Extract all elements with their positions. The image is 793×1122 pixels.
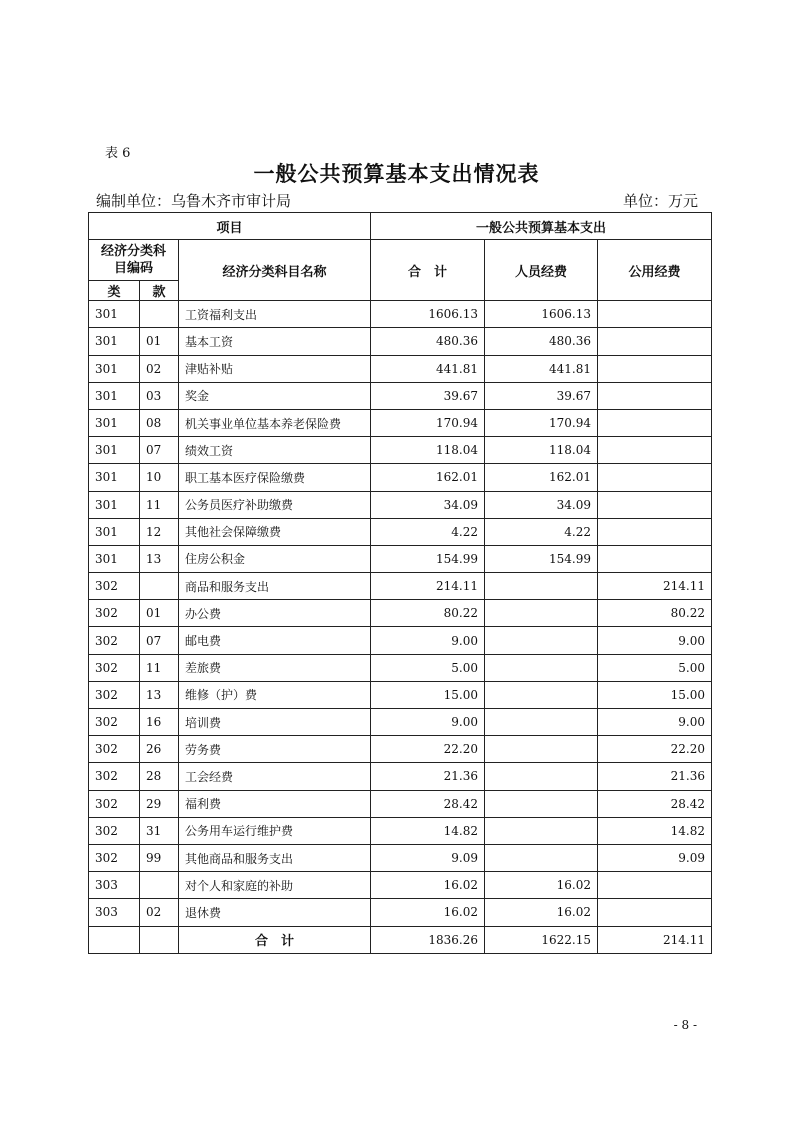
cell-total: 154.99 [371,545,485,572]
table-row [89,573,712,600]
cell-item-code: 02 [140,899,179,926]
cell-public [598,382,712,409]
cell-public: 28.42 [598,790,712,817]
cell-total: 4.22 [371,518,485,545]
table-row [89,491,712,518]
cell-item-code: 02 [140,355,179,382]
table-row [89,355,712,382]
table-row [89,899,712,926]
page-title: 一般公共预算基本支出情况表 [253,162,540,186]
cell-item-code: 26 [140,736,179,763]
table-row [89,736,712,763]
cell-class-code: 302 [89,654,140,681]
cell-personnel [485,654,598,681]
cell-personnel: 16.02 [485,872,598,899]
cell-public [598,545,712,572]
cell-public: 22.20 [598,736,712,763]
cell-class-code: 302 [89,790,140,817]
cell-total: 16.02 [371,899,485,926]
cell-class-code: 301 [89,409,140,436]
cell-total: 15.00 [371,681,485,708]
cell-item-code: 28 [140,763,179,790]
cell-item-code: 11 [140,654,179,681]
cell-public [598,328,712,355]
cell-public [598,355,712,382]
cell-personnel [485,844,598,871]
cell-item-name: 工会经费 [179,763,371,790]
cell-class-code: 301 [89,545,140,572]
cell-class-code: 301 [89,464,140,491]
cell-total: 118.04 [371,437,485,464]
cell-class-code: 302 [89,681,140,708]
cell-item-code: 99 [140,844,179,871]
cell-class-code: 301 [89,328,140,355]
cell-item-name: 绩效工资 [179,437,371,464]
page-number: - 8 - [673,1018,697,1032]
header-class: 类 [89,281,140,301]
cell-personnel [485,709,598,736]
cell-item-code: 01 [140,600,179,627]
cell-class-code: 302 [89,627,140,654]
cell-total: 9.09 [371,844,485,871]
cell-public [598,437,712,464]
cell-personnel: 4.22 [485,518,598,545]
cell-public: 14.82 [598,817,712,844]
cell-public: 214.11 [598,573,712,600]
cell-item-code: 29 [140,790,179,817]
header-item: 款 [140,281,179,301]
cell-item-code: 11 [140,491,179,518]
cell-class-code: 301 [89,301,140,328]
header-name: 经济分类科目名称 [179,240,371,301]
header-budget-group: 一般公共预算基本支出 [371,213,712,240]
cell-item-code: 01 [140,328,179,355]
cell-total: 480.36 [371,328,485,355]
cell-item-name: 工资福利支出 [179,301,371,328]
cell-item-name: 邮电费 [179,627,371,654]
table-row [89,382,712,409]
cell-item-name: 福利费 [179,790,371,817]
total-personnel: 1622.15 [485,926,598,953]
table-row [89,763,712,790]
cell-class-code: 302 [89,600,140,627]
table-row [89,844,712,871]
cell-personnel [485,763,598,790]
table-row [89,600,712,627]
cell-total: 162.01 [371,464,485,491]
cell-class-code: 301 [89,491,140,518]
header-personnel: 人员经费 [485,240,598,301]
cell-public: 15.00 [598,681,712,708]
cell-total: 9.00 [371,627,485,654]
cell-personnel: 16.02 [485,899,598,926]
table-row [89,627,712,654]
cell-class-code: 302 [89,844,140,871]
cell-item-name: 劳务费 [179,736,371,763]
cell-item-code: 13 [140,545,179,572]
table-label: 表 6 [105,146,131,161]
cell-total: 21.36 [371,763,485,790]
table-row [89,681,712,708]
cell-item-name: 其他社会保障缴费 [179,518,371,545]
cell-total: 9.00 [371,709,485,736]
currency-unit: 单位：万元 [622,192,698,210]
table-row [89,654,712,681]
cell-item-name: 职工基本医疗保险缴费 [179,464,371,491]
compiler-unit: 编制单位：乌鲁木齐市审计局 [96,192,292,210]
cell-item-code: 13 [140,681,179,708]
header-code-group: 经济分类科目编码 [89,240,179,281]
cell-public [598,464,712,491]
table-row [89,518,712,545]
cell-item-name: 培训费 [179,709,371,736]
header-row-1 [89,213,712,240]
cell-item-code: 31 [140,817,179,844]
table-row [89,301,712,328]
total-public: 214.11 [598,926,712,953]
cell-class-code: 303 [89,899,140,926]
total-sum: 1836.26 [371,926,485,953]
header-total: 合 计 [371,240,485,301]
cell-public: 5.00 [598,654,712,681]
cell-class-code: 301 [89,382,140,409]
cell-personnel: 118.04 [485,437,598,464]
cell-class-code: 302 [89,817,140,844]
cell-item-code: 07 [140,437,179,464]
cell-personnel [485,817,598,844]
cell-item-code: 03 [140,382,179,409]
cell-public [598,899,712,926]
cell-personnel [485,736,598,763]
cell-class-code: 302 [89,763,140,790]
cell-item-code: 12 [140,518,179,545]
total-label: 合 计 [179,926,371,953]
cell-total: 22.20 [371,736,485,763]
cell-item-name: 公务用车运行维护费 [179,817,371,844]
cell-item-code [140,926,179,953]
header-row-2 [89,240,712,281]
cell-personnel: 154.99 [485,545,598,572]
cell-public: 21.36 [598,763,712,790]
cell-item-name: 奖金 [179,382,371,409]
table-row [89,328,712,355]
cell-personnel [485,681,598,708]
cell-public [598,491,712,518]
cell-item-name: 公务员医疗补助缴费 [179,491,371,518]
table-row [89,709,712,736]
table-row [89,437,712,464]
cell-personnel [485,790,598,817]
cell-total: 16.02 [371,872,485,899]
header-project: 项目 [89,213,371,240]
cell-personnel: 34.09 [485,491,598,518]
cell-item-name: 机关事业单位基本养老保险费 [179,409,371,436]
table-row [89,817,712,844]
cell-item-name: 退休费 [179,899,371,926]
cell-class-code: 301 [89,518,140,545]
cell-personnel: 1606.13 [485,301,598,328]
cell-personnel: 480.36 [485,328,598,355]
cell-public [598,409,712,436]
cell-total: 39.67 [371,382,485,409]
table-row [89,464,712,491]
cell-public [598,872,712,899]
cell-item-name: 差旅费 [179,654,371,681]
cell-personnel: 170.94 [485,409,598,436]
cell-item-code [140,301,179,328]
cell-total: 1606.13 [371,301,485,328]
cell-item-name: 住房公积金 [179,545,371,572]
cell-item-code: 07 [140,627,179,654]
cell-item-name: 办公费 [179,600,371,627]
cell-total: 80.22 [371,600,485,627]
table-row [89,790,712,817]
cell-item-name: 津贴补贴 [179,355,371,382]
cell-item-code: 16 [140,709,179,736]
cell-item-code: 10 [140,464,179,491]
cell-class-code: 301 [89,355,140,382]
table-row [89,872,712,899]
cell-public [598,518,712,545]
cell-personnel: 441.81 [485,355,598,382]
cell-item-name: 商品和服务支出 [179,573,371,600]
cell-public: 9.00 [598,627,712,654]
cell-class-code: 301 [89,437,140,464]
cell-total: 170.94 [371,409,485,436]
cell-total: 441.81 [371,355,485,382]
total-row [89,926,712,953]
cell-total: 14.82 [371,817,485,844]
cell-personnel [485,627,598,654]
table-row [89,409,712,436]
cell-total: 214.11 [371,573,485,600]
cell-public: 9.09 [598,844,712,871]
header-public: 公用经费 [598,240,712,301]
cell-personnel: 162.01 [485,464,598,491]
cell-class-code: 302 [89,709,140,736]
cell-public: 80.22 [598,600,712,627]
cell-public [598,301,712,328]
table-row [89,545,712,572]
cell-item-name: 对个人和家庭的补助 [179,872,371,899]
budget-table [88,212,712,954]
cell-item-code [140,872,179,899]
cell-class-code: 302 [89,736,140,763]
cell-item-name: 其他商品和服务支出 [179,844,371,871]
cell-item-code: 08 [140,409,179,436]
cell-public: 9.00 [598,709,712,736]
cell-item-code [140,573,179,600]
cell-total: 34.09 [371,491,485,518]
cell-total: 5.00 [371,654,485,681]
cell-class-code: 303 [89,872,140,899]
cell-class-code [89,926,140,953]
cell-personnel: 39.67 [485,382,598,409]
cell-personnel [485,600,598,627]
cell-item-name: 维修（护）费 [179,681,371,708]
cell-item-name: 基本工资 [179,328,371,355]
cell-personnel [485,573,598,600]
cell-total: 28.42 [371,790,485,817]
cell-class-code: 302 [89,573,140,600]
